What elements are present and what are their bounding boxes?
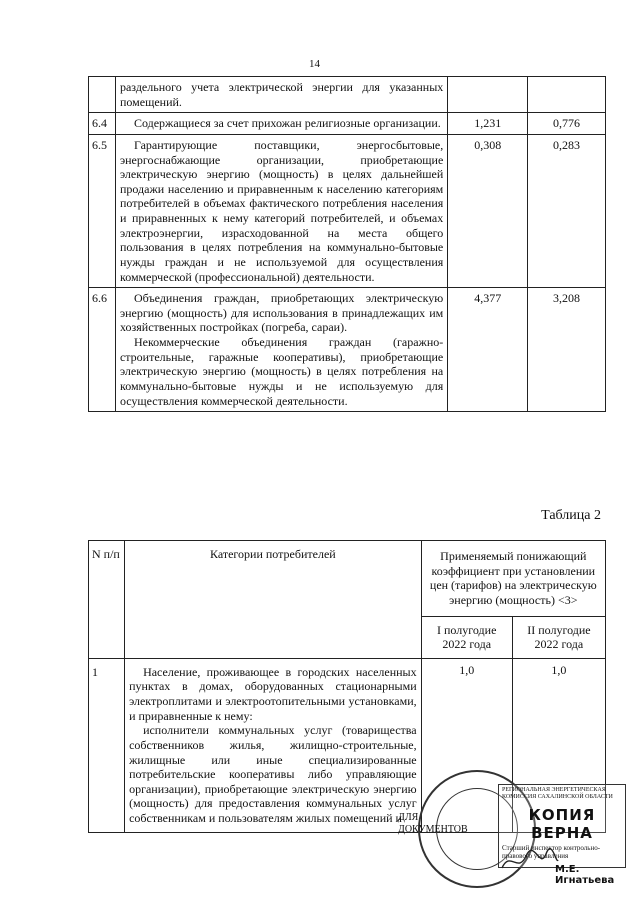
stamp-copy-text: КОПИЯ ВЕРНА — [528, 806, 596, 843]
row-description — [115, 134, 447, 287]
description-paragraph: Гарантирующие поставщики, энергосбытовые, энергоснабжающие организации, приобретающие электрическую энергию (мощность) в целях дальнейшей продажи населению и приравненным к населению категориям потребителей в объемах фактического потребления населения и приравненных к нему категорий потребителей, и объемах электроэнергии, израсходованной на места общего пользования в целях потребления на коммунально-бытовые нужды граждан и не используемой для осуществления коммерческой (профессиональной) деятельности. — [119, 137, 444, 284]
value-h1: 0,308 — [448, 134, 528, 287]
header-category: Категории потребителей — [125, 541, 422, 659]
description-paragraph: Население, проживающее в городских населенных пунктах в домах, оборудованных стационарными электроплитами и электроотопительными установками, и приравненные к нему: — [129, 664, 417, 723]
value-h2: 0,776 — [528, 113, 606, 135]
header-coefficient: Применяемый понижающий коэффициент при установлении цен (тарифов) на электрическую энергию (мощность) <3> — [421, 541, 605, 617]
row-description — [115, 77, 447, 113]
value-h1: 4,377 — [448, 288, 528, 412]
header-half-2: II полугодие 2022 года — [512, 616, 605, 658]
row-description — [115, 113, 447, 135]
value-h2 — [528, 77, 606, 113]
table-2-caption: Таблица 2 — [541, 508, 601, 523]
stamp-signer-name: М.Е. Игнатьева — [555, 864, 615, 886]
description-paragraph: раздельного учета электрической энергии для указанных помещений. — [119, 80, 444, 109]
row-description — [115, 288, 447, 412]
table-header-row — [89, 541, 606, 617]
description-paragraph: Некоммерческие объединения граждан (гаражно-строительные, гаражные кооперативы), приобретающие электрическую энергию (мощность) в целях потребления на коммунально-бытовые нужды и не используемую для осуществления коммерческой деятельности. — [119, 335, 444, 408]
value-h1: 1,0 — [421, 658, 512, 832]
row-number: 6.5 — [89, 134, 116, 287]
page-number: 14 — [309, 58, 320, 70]
value-h2: 0,283 — [528, 134, 606, 287]
row-number — [89, 77, 116, 113]
value-h2: 3,208 — [528, 288, 606, 412]
value-h1 — [448, 77, 528, 113]
description-paragraph: Объединения граждан, приобретающих электрическую энергию (мощность) для использования в принадлежащих им хозяйственных постройках (погреба, сараи). — [119, 291, 444, 335]
table-row — [89, 77, 606, 113]
stamp-role: Старший инспектор контрольно-правового управления — [502, 844, 601, 861]
row-number: 6.6 — [89, 288, 116, 412]
value-h2: 1,0 — [512, 658, 605, 832]
row-description — [125, 658, 422, 832]
stamp-organization: РЕГИОНАЛЬНАЯ ЭНЕРГЕТИЧЕСКАЯ КОМИССИЯ САХАЛИНСКОЙ ОБЛАСТИ — [502, 787, 613, 800]
table-row — [89, 288, 606, 412]
stamp-note — [398, 812, 468, 836]
signature-icon — [500, 846, 560, 876]
description-paragraph: Содержащиеся за счет прихожан религиозные организации. — [133, 116, 441, 131]
description-paragraph: исполнители коммунальных услуг (товарищества собственников жилья, жилищно-строительные, жилищные или иные специализированные потребительские кооперативы либо управляющие организации), приобретающие электрическую энергию (мощность) для предоставления коммунальных услуг собственникам и пользователям жилых помещений и — [129, 723, 417, 825]
stamp-note-line: ДОКУМЕНТОВ — [398, 824, 468, 835]
value-h1: 1,231 — [448, 113, 528, 135]
row-number: 6.4 — [89, 113, 116, 135]
header-number: N п/п — [89, 541, 125, 659]
coefficients-table-1 — [88, 76, 606, 412]
table-row — [89, 134, 606, 287]
row-number: 1 — [89, 658, 125, 832]
table-row — [89, 113, 606, 135]
header-half-1: I полугодие 2022 года — [421, 616, 512, 658]
stamp-note-line: ДЛЯ — [398, 812, 419, 823]
